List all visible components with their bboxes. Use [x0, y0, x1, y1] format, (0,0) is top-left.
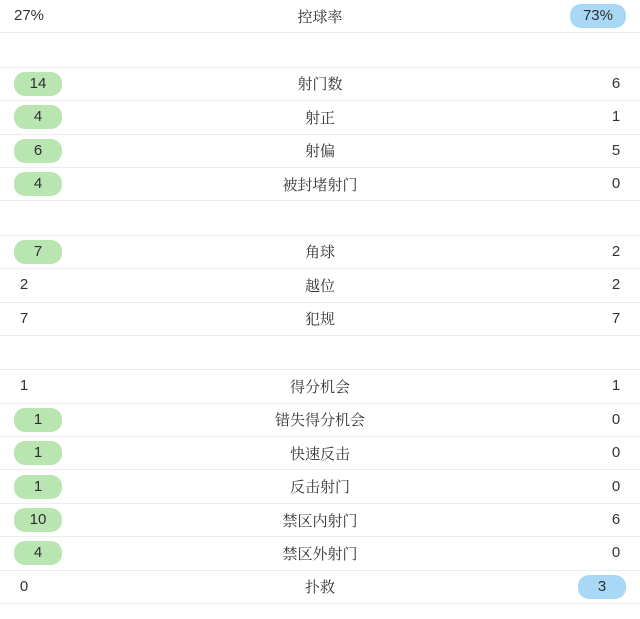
stat-label: 角球 [304, 244, 335, 262]
stat-row [0, 101, 640, 134]
away-value: 2 [611, 276, 621, 294]
home-value: 4 [14, 541, 62, 565]
away-value-cell [455, 241, 640, 263]
away-value-cell [455, 409, 640, 431]
home-value: 4 [14, 105, 62, 129]
home-value-cell [0, 105, 185, 129]
home-value-cell [0, 508, 185, 532]
home-value-cell [0, 172, 185, 196]
home-value-cell [0, 576, 185, 598]
home-value: 10 [14, 508, 62, 532]
stat-row [0, 504, 640, 537]
away-value-cell [455, 442, 640, 464]
home-value-cell [0, 72, 185, 96]
home-value-cell [0, 541, 185, 565]
away-value-cell [455, 509, 640, 531]
home-value: 1 [19, 377, 29, 395]
away-value: 73% [570, 4, 626, 28]
stat-label: 射正 [304, 109, 335, 127]
away-value: 2 [611, 242, 621, 260]
away-value-cell [455, 274, 640, 296]
home-value-cell [0, 408, 185, 432]
stat-row [0, 135, 640, 168]
away-value-cell [455, 73, 640, 95]
away-value-cell [455, 4, 640, 28]
stat-label: 犯规 [304, 311, 335, 329]
away-value: 1 [611, 108, 621, 126]
stat-label: 越位 [304, 277, 335, 295]
away-value: 6 [611, 74, 621, 92]
home-value-cell [0, 139, 185, 163]
stat-row [0, 470, 640, 503]
home-value: 2 [19, 276, 29, 294]
away-value: 0 [611, 444, 621, 462]
home-value: 1 [14, 475, 62, 499]
away-value-cell [455, 375, 640, 397]
away-value-cell [455, 173, 640, 195]
away-value: 0 [611, 544, 621, 562]
away-value: 6 [611, 511, 621, 529]
stat-row [0, 437, 640, 470]
stat-group-spacer [0, 201, 640, 235]
stat-group-spacer [0, 33, 640, 67]
stat-row [0, 68, 640, 101]
stat-row [0, 236, 640, 269]
stat-row [0, 269, 640, 302]
away-value-cell [455, 542, 640, 564]
stat-label: 错失得分机会 [274, 412, 365, 430]
stat-row [0, 303, 640, 336]
stat-label: 控球率 [297, 8, 343, 26]
away-value-cell [455, 308, 640, 330]
home-value-cell [0, 308, 185, 330]
home-value: 14 [14, 72, 62, 96]
stat-label: 禁区外射门 [282, 545, 358, 563]
home-value-cell [0, 5, 185, 27]
home-value: 7 [19, 309, 29, 327]
stat-label: 禁区内射门 [282, 512, 358, 530]
stat-label: 扑救 [304, 579, 335, 597]
away-value: 7 [611, 309, 621, 327]
home-value: 7 [14, 240, 62, 264]
away-value-cell [455, 106, 640, 128]
away-value-cell [455, 575, 640, 599]
away-value: 0 [611, 410, 621, 428]
home-value: 4 [14, 172, 62, 196]
home-value: 1 [14, 441, 62, 465]
stat-label: 反击射门 [289, 479, 350, 497]
home-value: 27% [14, 7, 45, 25]
stat-label: 射偏 [304, 143, 335, 161]
stat-row [0, 571, 640, 604]
home-value-cell [0, 375, 185, 397]
home-value: 6 [14, 139, 62, 163]
away-value-cell [455, 140, 640, 162]
home-value-cell [0, 274, 185, 296]
home-value-cell [0, 441, 185, 465]
away-value: 5 [611, 141, 621, 159]
home-value: 0 [19, 577, 29, 595]
stat-group-spacer [0, 336, 640, 370]
stat-label: 射门数 [297, 76, 343, 94]
stat-label: 被封堵射门 [282, 176, 358, 194]
stat-label: 快速反击 [289, 445, 350, 463]
home-value: 1 [14, 408, 62, 432]
stat-row [0, 404, 640, 437]
home-value-cell [0, 240, 185, 264]
stat-row [0, 168, 640, 201]
stat-label: 得分机会 [289, 378, 350, 396]
away-value: 1 [611, 377, 621, 395]
away-value: 3 [578, 575, 626, 599]
home-value-cell [0, 475, 185, 499]
stat-row [0, 0, 640, 33]
away-value-cell [455, 476, 640, 498]
stat-row [0, 370, 640, 403]
away-value: 0 [611, 175, 621, 193]
away-value: 0 [611, 477, 621, 495]
stat-row [0, 537, 640, 570]
